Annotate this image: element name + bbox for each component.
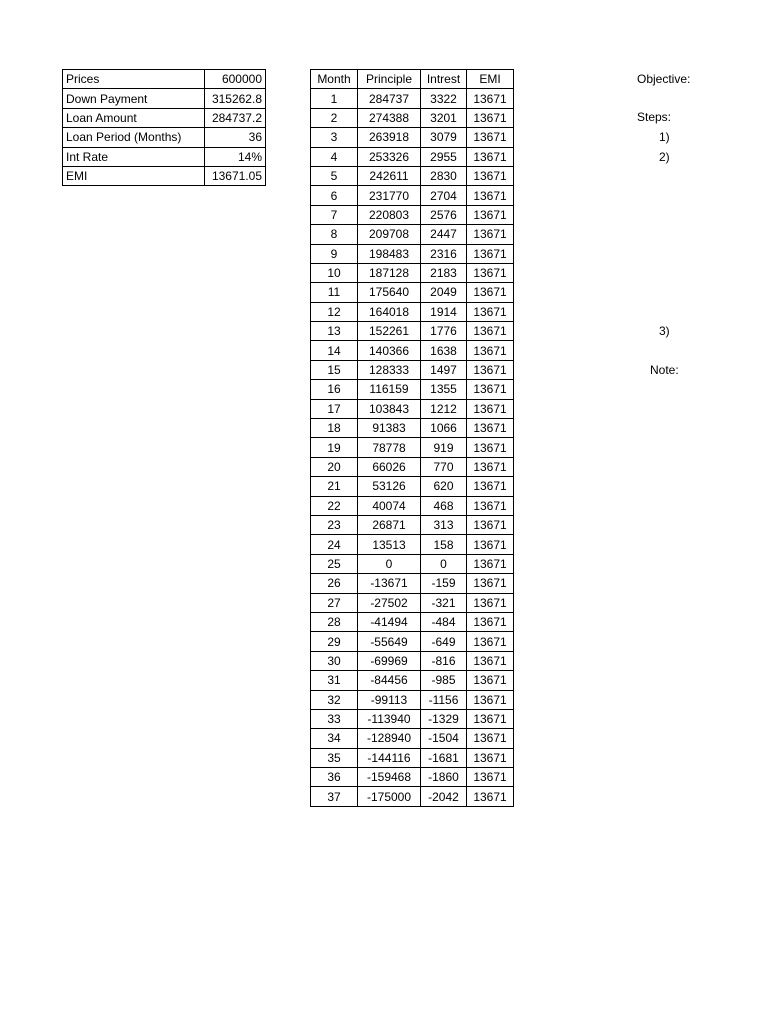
month-cell: 7 <box>311 205 358 224</box>
month-cell: 28 <box>311 612 358 631</box>
loan-summary-body <box>63 70 266 186</box>
loan-summary-table <box>62 69 266 186</box>
emi-cell: 13671 <box>467 283 514 302</box>
emi-cell: 13671 <box>467 477 514 496</box>
table-row <box>311 225 514 244</box>
principle-cell: -175000 <box>358 787 421 806</box>
intrest-cell: 3322 <box>421 89 467 108</box>
intrest-cell: 919 <box>421 438 467 457</box>
table-row <box>311 748 514 767</box>
table-row <box>311 419 514 438</box>
table-row <box>311 457 514 476</box>
principle-cell: -69969 <box>358 651 421 670</box>
month-cell: 37 <box>311 787 358 806</box>
intrest-cell: 620 <box>421 477 467 496</box>
principle-cell: 187128 <box>358 263 421 282</box>
month-cell: 33 <box>311 709 358 728</box>
intrest-cell: 2316 <box>421 244 467 263</box>
month-cell: 35 <box>311 748 358 767</box>
emi-cell: 13671 <box>467 671 514 690</box>
header-principle: Principle <box>358 70 421 89</box>
emi-cell: 13671 <box>467 341 514 360</box>
intrest-cell: 0 <box>421 554 467 573</box>
month-cell: 6 <box>311 186 358 205</box>
table-row <box>311 729 514 748</box>
summary-value: 13671.05 <box>205 166 266 185</box>
intrest-cell: 1355 <box>421 380 467 399</box>
principle-cell: 66026 <box>358 457 421 476</box>
table-row <box>311 263 514 282</box>
month-cell: 16 <box>311 380 358 399</box>
principle-cell: 0 <box>358 554 421 573</box>
table-row <box>311 302 514 321</box>
month-cell: 20 <box>311 457 358 476</box>
intrest-cell: 158 <box>421 535 467 554</box>
steps-label: Steps: <box>637 110 672 124</box>
table-row <box>311 787 514 806</box>
emi-cell: 13671 <box>467 593 514 612</box>
summary-row <box>63 89 266 108</box>
month-cell: 25 <box>311 554 358 573</box>
table-row <box>311 89 514 108</box>
principle-cell: 263918 <box>358 128 421 147</box>
month-cell: 26 <box>311 574 358 593</box>
emi-cell: 13671 <box>467 690 514 709</box>
principle-cell: -159468 <box>358 768 421 787</box>
intrest-cell: -816 <box>421 651 467 670</box>
table-row <box>311 632 514 651</box>
summary-row <box>63 108 266 127</box>
principle-cell: -13671 <box>358 574 421 593</box>
emi-cell: 13671 <box>467 263 514 282</box>
intrest-cell: 1638 <box>421 341 467 360</box>
principle-cell: 128333 <box>358 360 421 379</box>
table-row <box>311 477 514 496</box>
intrest-cell: -1156 <box>421 690 467 709</box>
emi-cell: 13671 <box>467 128 514 147</box>
intrest-cell: 3079 <box>421 128 467 147</box>
intrest-cell: 2183 <box>421 263 467 282</box>
month-cell: 23 <box>311 515 358 534</box>
principle-cell: -84456 <box>358 671 421 690</box>
intrest-cell: 2049 <box>421 283 467 302</box>
summary-label: EMI <box>63 166 205 185</box>
intrest-cell: 770 <box>421 457 467 476</box>
principle-cell: 209708 <box>358 225 421 244</box>
month-cell: 30 <box>311 651 358 670</box>
table-row <box>311 554 514 573</box>
emi-cell: 13671 <box>467 515 514 534</box>
principle-cell: 198483 <box>358 244 421 263</box>
month-cell: 13 <box>311 322 358 341</box>
emi-cell: 13671 <box>467 166 514 185</box>
principle-cell: 53126 <box>358 477 421 496</box>
principle-cell: 231770 <box>358 186 421 205</box>
intrest-cell: 3201 <box>421 108 467 127</box>
table-row <box>311 147 514 166</box>
principle-cell: 220803 <box>358 205 421 224</box>
month-cell: 24 <box>311 535 358 554</box>
principle-cell: -113940 <box>358 709 421 728</box>
emi-cell: 13671 <box>467 244 514 263</box>
month-cell: 22 <box>311 496 358 515</box>
month-cell: 18 <box>311 419 358 438</box>
note-label: Note: <box>650 363 679 377</box>
step-3-label: 3) <box>659 324 670 338</box>
table-row <box>311 496 514 515</box>
intrest-cell: -321 <box>421 593 467 612</box>
summary-value: 315262.8 <box>205 89 266 108</box>
emi-cell: 13671 <box>467 535 514 554</box>
intrest-cell: 2830 <box>421 166 467 185</box>
summary-row <box>63 147 266 166</box>
principle-cell: 26871 <box>358 515 421 534</box>
month-cell: 27 <box>311 593 358 612</box>
principle-cell: 284737 <box>358 89 421 108</box>
emi-cell: 13671 <box>467 380 514 399</box>
month-cell: 15 <box>311 360 358 379</box>
month-cell: 14 <box>311 341 358 360</box>
emi-cell: 13671 <box>467 147 514 166</box>
month-cell: 8 <box>311 225 358 244</box>
principle-cell: 103843 <box>358 399 421 418</box>
intrest-cell: -1681 <box>421 748 467 767</box>
intrest-cell: -649 <box>421 632 467 651</box>
emi-cell: 13671 <box>467 554 514 573</box>
intrest-cell: 2576 <box>421 205 467 224</box>
month-cell: 4 <box>311 147 358 166</box>
intrest-cell: -985 <box>421 671 467 690</box>
table-row <box>311 690 514 709</box>
summary-value: 36 <box>205 128 266 147</box>
month-cell: 29 <box>311 632 358 651</box>
intrest-cell: 1066 <box>421 419 467 438</box>
objective-label: Objective: <box>637 72 691 86</box>
intrest-cell: 1914 <box>421 302 467 321</box>
emi-cell: 13671 <box>467 612 514 631</box>
principle-cell: -27502 <box>358 593 421 612</box>
emi-cell: 13671 <box>467 322 514 341</box>
emi-cell: 13671 <box>467 399 514 418</box>
principle-cell: 253326 <box>358 147 421 166</box>
principle-cell: -99113 <box>358 690 421 709</box>
principle-cell: -55649 <box>358 632 421 651</box>
emi-cell: 13671 <box>467 651 514 670</box>
emi-cell: 13671 <box>467 108 514 127</box>
table-row <box>311 341 514 360</box>
table-row <box>311 574 514 593</box>
principle-cell: 242611 <box>358 166 421 185</box>
principle-cell: 40074 <box>358 496 421 515</box>
table-row <box>311 515 514 534</box>
table-row <box>311 651 514 670</box>
intrest-cell: -1329 <box>421 709 467 728</box>
emi-cell: 13671 <box>467 496 514 515</box>
emi-cell: 13671 <box>467 574 514 593</box>
principle-cell: -128940 <box>358 729 421 748</box>
summary-value: 14% <box>205 147 266 166</box>
month-cell: 2 <box>311 108 358 127</box>
intrest-cell: 2447 <box>421 225 467 244</box>
intrest-cell: -484 <box>421 612 467 631</box>
month-cell: 21 <box>311 477 358 496</box>
summary-label: Down Payment <box>63 89 205 108</box>
principle-cell: 116159 <box>358 380 421 399</box>
table-row <box>311 768 514 787</box>
table-row <box>311 205 514 224</box>
summary-row <box>63 70 266 89</box>
principle-cell: -41494 <box>358 612 421 631</box>
intrest-cell: 1776 <box>421 322 467 341</box>
table-row <box>311 593 514 612</box>
schedule-header-row <box>311 70 514 89</box>
principle-cell: 175640 <box>358 283 421 302</box>
table-row <box>311 535 514 554</box>
emi-cell: 13671 <box>467 302 514 321</box>
table-row <box>311 399 514 418</box>
principle-cell: 91383 <box>358 419 421 438</box>
summary-row <box>63 128 266 147</box>
month-cell: 31 <box>311 671 358 690</box>
month-cell: 17 <box>311 399 358 418</box>
intrest-cell: -1504 <box>421 729 467 748</box>
month-cell: 9 <box>311 244 358 263</box>
header-emi: EMI <box>467 70 514 89</box>
intrest-cell: 2704 <box>421 186 467 205</box>
principle-cell: 140366 <box>358 341 421 360</box>
emi-cell: 13671 <box>467 729 514 748</box>
header-month: Month <box>311 70 358 89</box>
summary-value: 284737.2 <box>205 108 266 127</box>
month-cell: 19 <box>311 438 358 457</box>
intrest-cell: 313 <box>421 515 467 534</box>
intrest-cell: 2955 <box>421 147 467 166</box>
table-row <box>311 360 514 379</box>
table-row <box>311 612 514 631</box>
emi-schedule-table <box>310 69 514 807</box>
summary-value: 600000 <box>205 70 266 89</box>
principle-cell: 164018 <box>358 302 421 321</box>
principle-cell: 78778 <box>358 438 421 457</box>
summary-row <box>63 166 266 185</box>
summary-label: Loan Period (Months) <box>63 128 205 147</box>
table-row <box>311 671 514 690</box>
emi-cell: 13671 <box>467 768 514 787</box>
principle-cell: -144116 <box>358 748 421 767</box>
month-cell: 32 <box>311 690 358 709</box>
month-cell: 3 <box>311 128 358 147</box>
month-cell: 11 <box>311 283 358 302</box>
emi-cell: 13671 <box>467 360 514 379</box>
intrest-cell: 1497 <box>421 360 467 379</box>
summary-label: Loan Amount <box>63 108 205 127</box>
principle-cell: 274388 <box>358 108 421 127</box>
intrest-cell: 1212 <box>421 399 467 418</box>
table-row <box>311 380 514 399</box>
header-intrest: Intrest <box>421 70 467 89</box>
summary-label: Prices <box>63 70 205 89</box>
principle-cell: 13513 <box>358 535 421 554</box>
emi-cell: 13671 <box>467 89 514 108</box>
table-row <box>311 322 514 341</box>
intrest-cell: -159 <box>421 574 467 593</box>
month-cell: 1 <box>311 89 358 108</box>
intrest-cell: 468 <box>421 496 467 515</box>
principle-cell: 152261 <box>358 322 421 341</box>
emi-cell: 13671 <box>467 709 514 728</box>
table-row <box>311 709 514 728</box>
schedule-body <box>311 89 514 806</box>
table-row <box>311 128 514 147</box>
emi-cell: 13671 <box>467 419 514 438</box>
table-row <box>311 108 514 127</box>
intrest-cell: -1860 <box>421 768 467 787</box>
month-cell: 10 <box>311 263 358 282</box>
month-cell: 5 <box>311 166 358 185</box>
table-row <box>311 186 514 205</box>
emi-cell: 13671 <box>467 632 514 651</box>
emi-cell: 13671 <box>467 225 514 244</box>
step-1-label: 1) <box>659 130 670 144</box>
table-row <box>311 166 514 185</box>
table-row <box>311 244 514 263</box>
summary-label: Int Rate <box>63 147 205 166</box>
emi-cell: 13671 <box>467 748 514 767</box>
intrest-cell: -2042 <box>421 787 467 806</box>
month-cell: 34 <box>311 729 358 748</box>
emi-cell: 13671 <box>467 205 514 224</box>
table-row <box>311 283 514 302</box>
table-row <box>311 438 514 457</box>
month-cell: 12 <box>311 302 358 321</box>
emi-cell: 13671 <box>467 186 514 205</box>
emi-cell: 13671 <box>467 438 514 457</box>
emi-cell: 13671 <box>467 457 514 476</box>
month-cell: 36 <box>311 768 358 787</box>
step-2-label: 2) <box>659 150 670 164</box>
emi-cell: 13671 <box>467 787 514 806</box>
